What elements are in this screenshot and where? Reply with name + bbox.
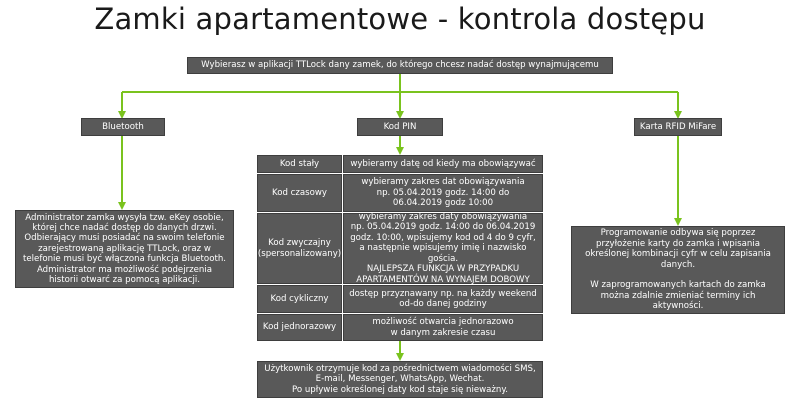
- result-box: [257, 361, 543, 398]
- intro-box: [187, 57, 613, 74]
- pin-code-desc: wybieramy zakres daty obowiązywania np. 05.04.2019 godz. 14:00 do 06.04.2019 godz. 10:00, wpisujemy kod od 4 do 9 cyfr, a następnie wpisujemy imię i nazwisko gościa. NAJLEPSZA FUNKCJA W PRZYPADKU APARTAMENTÓW NA WYNAJEM DOBOWY: [343, 213, 543, 284]
- pin-code-desc: wybieramy datę od kiedy ma obowiązywać: [343, 155, 543, 173]
- pin-code-name: Kod zwyczajny (spersonalizowany): [257, 213, 342, 284]
- pin-code-desc: dostęp przyznawany np. na każdy weekend od-do danej godziny: [343, 285, 543, 313]
- pin-code-name: Kod stały: [257, 155, 342, 173]
- page-title: Zamki apartamentowe - kontrola dostępu: [94, 2, 706, 36]
- intro-text: Wybierasz w aplikacji TTLock dany zamek, do którego chcesz nadać dostęp wynajmującemu: [201, 60, 599, 71]
- pin-code-name: Kod jednorazowy: [257, 314, 342, 341]
- pin-code-desc: możliwość otwarcia jednorazowo w danym zakresie czasu: [343, 314, 543, 341]
- result-text: Użytkownik otrzymuje kod za pośrednictwem wiadomości SMS, E-mail, Messenger, WhatsApp, Wechat. Po upływie określonej daty kod staje się nieważny.: [264, 363, 536, 395]
- method-bluetooth: Bluetooth: [81, 118, 165, 136]
- bluetooth-description: Administrator zamka wysyła tzw. eKey osobie, której chce nadać dostęp do danych drzwi. Odbierający musi posiadać na swoim telefonie zarejestrowaną aplikację TTLock, oraz w telefonie musi być włączona funkcja Bluetooth. Administrator ma możliwość podejrzenia historii otwarć za pomocą aplikacji.: [15, 210, 234, 288]
- method-pin: Kod PIN: [357, 118, 443, 136]
- pin-code-name: Kod cykliczny: [257, 285, 342, 313]
- pin-code-name: Kod czasowy: [257, 174, 342, 212]
- rfid-description: Programowanie odbywa się poprzez przyłożenie karty do zamka i wpisania określonej kombinacji cyfr w celu zapisania danych. W zaprogramowanych kartach do zamka można zdalnie zmieniać terminy ich aktywności.: [571, 226, 785, 314]
- pin-code-desc: wybieramy zakres dat obowiązywania np. 05.04.2019 godz. 14:00 do 06.04.2019 godz 10:00: [343, 174, 543, 212]
- method-rfid: Karta RFID MiFare: [634, 118, 722, 136]
